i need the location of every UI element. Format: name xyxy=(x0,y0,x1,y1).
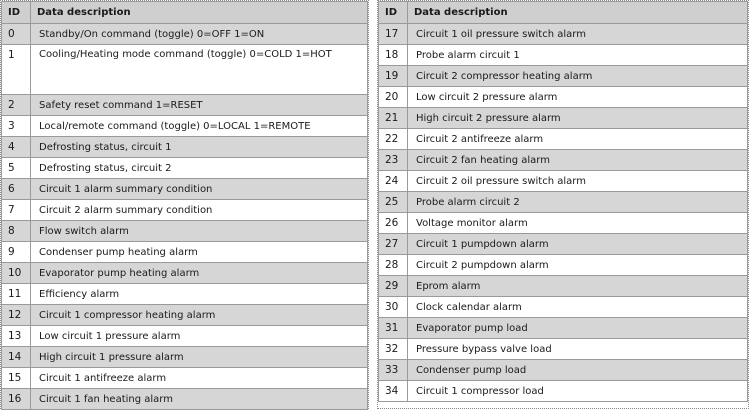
row-id-cell: 9 xyxy=(2,242,31,263)
row-id-cell: 30 xyxy=(379,297,408,318)
row-description-cell: Safety reset command 1=RESET xyxy=(31,95,368,116)
table-row xyxy=(2,389,368,410)
table-header-row xyxy=(379,2,748,24)
row-id-cell: 18 xyxy=(379,45,408,66)
right-data-table xyxy=(378,1,748,402)
row-id-cell: 23 xyxy=(379,150,408,171)
right-table-body xyxy=(379,24,748,402)
id-column-header: ID xyxy=(2,2,31,24)
table-row xyxy=(379,360,748,381)
row-description-cell: Standby/On command (toggle) 0=OFF 1=ON xyxy=(31,24,368,45)
row-id-cell: 8 xyxy=(2,221,31,242)
table-row xyxy=(379,66,748,87)
row-description-cell: Pressure bypass valve load xyxy=(408,339,748,360)
table-row xyxy=(2,326,368,347)
row-description-cell: Cooling/Heating mode command (toggle) 0=COLD 1=HOT xyxy=(31,45,368,95)
row-id-cell: 6 xyxy=(2,179,31,200)
row-id-cell: 4 xyxy=(2,137,31,158)
table-row xyxy=(2,200,368,221)
row-id-cell: 24 xyxy=(379,171,408,192)
table-row xyxy=(379,192,748,213)
row-description-cell: Circuit 2 antifreeze alarm xyxy=(408,129,748,150)
row-id-cell: 0 xyxy=(2,24,31,45)
row-id-cell: 27 xyxy=(379,234,408,255)
table-row xyxy=(379,381,748,402)
row-id-cell: 13 xyxy=(2,326,31,347)
row-id-cell: 3 xyxy=(2,116,31,137)
row-id-cell: 7 xyxy=(2,200,31,221)
table-row xyxy=(2,347,368,368)
row-id-cell: 1 xyxy=(2,45,31,95)
row-id-cell: 22 xyxy=(379,129,408,150)
row-description-cell: Low circuit 2 pressure alarm xyxy=(408,87,748,108)
table-row xyxy=(379,171,748,192)
table-row xyxy=(2,158,368,179)
row-id-cell: 33 xyxy=(379,360,408,381)
row-id-cell: 28 xyxy=(379,255,408,276)
left-data-table xyxy=(1,1,368,410)
row-id-cell: 16 xyxy=(2,389,31,410)
row-description-cell: Circuit 1 compressor heating alarm xyxy=(31,305,368,326)
row-description-cell: Local/remote command (toggle) 0=LOCAL 1=REMOTE xyxy=(31,116,368,137)
table-row xyxy=(379,129,748,150)
row-id-cell: 2 xyxy=(2,95,31,116)
row-id-cell: 31 xyxy=(379,318,408,339)
row-description-cell: Circuit 2 alarm summary condition xyxy=(31,200,368,221)
description-column-header: Data description xyxy=(31,2,368,24)
row-description-cell: High circuit 2 pressure alarm xyxy=(408,108,748,129)
table-row xyxy=(2,242,368,263)
id-column-header: ID xyxy=(379,2,408,24)
row-description-cell: Defrosting status, circuit 2 xyxy=(31,158,368,179)
table-row xyxy=(379,213,748,234)
row-description-cell: Circuit 1 fan heating alarm xyxy=(31,389,368,410)
table-row xyxy=(2,45,368,95)
row-description-cell: Circuit 1 pumpdown alarm xyxy=(408,234,748,255)
description-column-header: Data description xyxy=(408,2,748,24)
row-description-cell: Evaporator pump load xyxy=(408,318,748,339)
table-row xyxy=(379,108,748,129)
table-row xyxy=(379,150,748,171)
table-row xyxy=(2,284,368,305)
row-description-cell: Defrosting status, circuit 1 xyxy=(31,137,368,158)
row-description-cell: Circuit 2 compressor heating alarm xyxy=(408,66,748,87)
table-row xyxy=(379,24,748,45)
row-description-cell: Probe alarm circuit 1 xyxy=(408,45,748,66)
table-row xyxy=(2,263,368,284)
left-table-panel xyxy=(0,0,369,409)
row-id-cell: 17 xyxy=(379,24,408,45)
row-id-cell: 26 xyxy=(379,213,408,234)
table-row xyxy=(379,87,748,108)
row-description-cell: Evaporator pump heating alarm xyxy=(31,263,368,284)
row-description-cell: Circuit 2 oil pressure switch alarm xyxy=(408,171,748,192)
table-row xyxy=(2,24,368,45)
row-description-cell: Clock calendar alarm xyxy=(408,297,748,318)
right-table-panel xyxy=(377,0,749,409)
table-row xyxy=(379,339,748,360)
table-row xyxy=(2,137,368,158)
row-description-cell: Eprom alarm xyxy=(408,276,748,297)
table-row xyxy=(2,368,368,389)
row-id-cell: 20 xyxy=(379,87,408,108)
row-id-cell: 11 xyxy=(2,284,31,305)
table-row xyxy=(379,276,748,297)
row-description-cell: Low circuit 1 pressure alarm xyxy=(31,326,368,347)
row-description-cell: Condenser pump load xyxy=(408,360,748,381)
row-id-cell: 19 xyxy=(379,66,408,87)
row-id-cell: 14 xyxy=(2,347,31,368)
table-row xyxy=(379,318,748,339)
table-row xyxy=(2,116,368,137)
row-description-cell: Circuit 2 pumpdown alarm xyxy=(408,255,748,276)
row-description-cell: Circuit 1 antifreeze alarm xyxy=(31,368,368,389)
row-description-cell: Flow switch alarm xyxy=(31,221,368,242)
row-id-cell: 29 xyxy=(379,276,408,297)
row-description-cell: Circuit 1 oil pressure switch alarm xyxy=(408,24,748,45)
row-description-cell: High circuit 1 pressure alarm xyxy=(31,347,368,368)
table-row xyxy=(379,297,748,318)
row-id-cell: 32 xyxy=(379,339,408,360)
row-id-cell: 10 xyxy=(2,263,31,284)
row-id-cell: 21 xyxy=(379,108,408,129)
row-id-cell: 12 xyxy=(2,305,31,326)
table-row xyxy=(2,305,368,326)
row-id-cell: 34 xyxy=(379,381,408,402)
row-id-cell: 15 xyxy=(2,368,31,389)
row-id-cell: 5 xyxy=(2,158,31,179)
table-row xyxy=(379,255,748,276)
table-row xyxy=(2,179,368,200)
table-row xyxy=(379,45,748,66)
row-id-cell: 25 xyxy=(379,192,408,213)
row-description-cell: Condenser pump heating alarm xyxy=(31,242,368,263)
row-description-cell: Circuit 1 compressor load xyxy=(408,381,748,402)
row-description-cell: Circuit 1 alarm summary condition xyxy=(31,179,368,200)
row-description-cell: Efficiency alarm xyxy=(31,284,368,305)
row-description-cell: Circuit 2 fan heating alarm xyxy=(408,150,748,171)
table-row xyxy=(2,95,368,116)
row-description-cell: Probe alarm circuit 2 xyxy=(408,192,748,213)
row-description-cell: Voltage monitor alarm xyxy=(408,213,748,234)
table-header-row xyxy=(2,2,368,24)
table-row xyxy=(2,221,368,242)
table-row xyxy=(379,234,748,255)
left-table-body xyxy=(2,24,368,410)
